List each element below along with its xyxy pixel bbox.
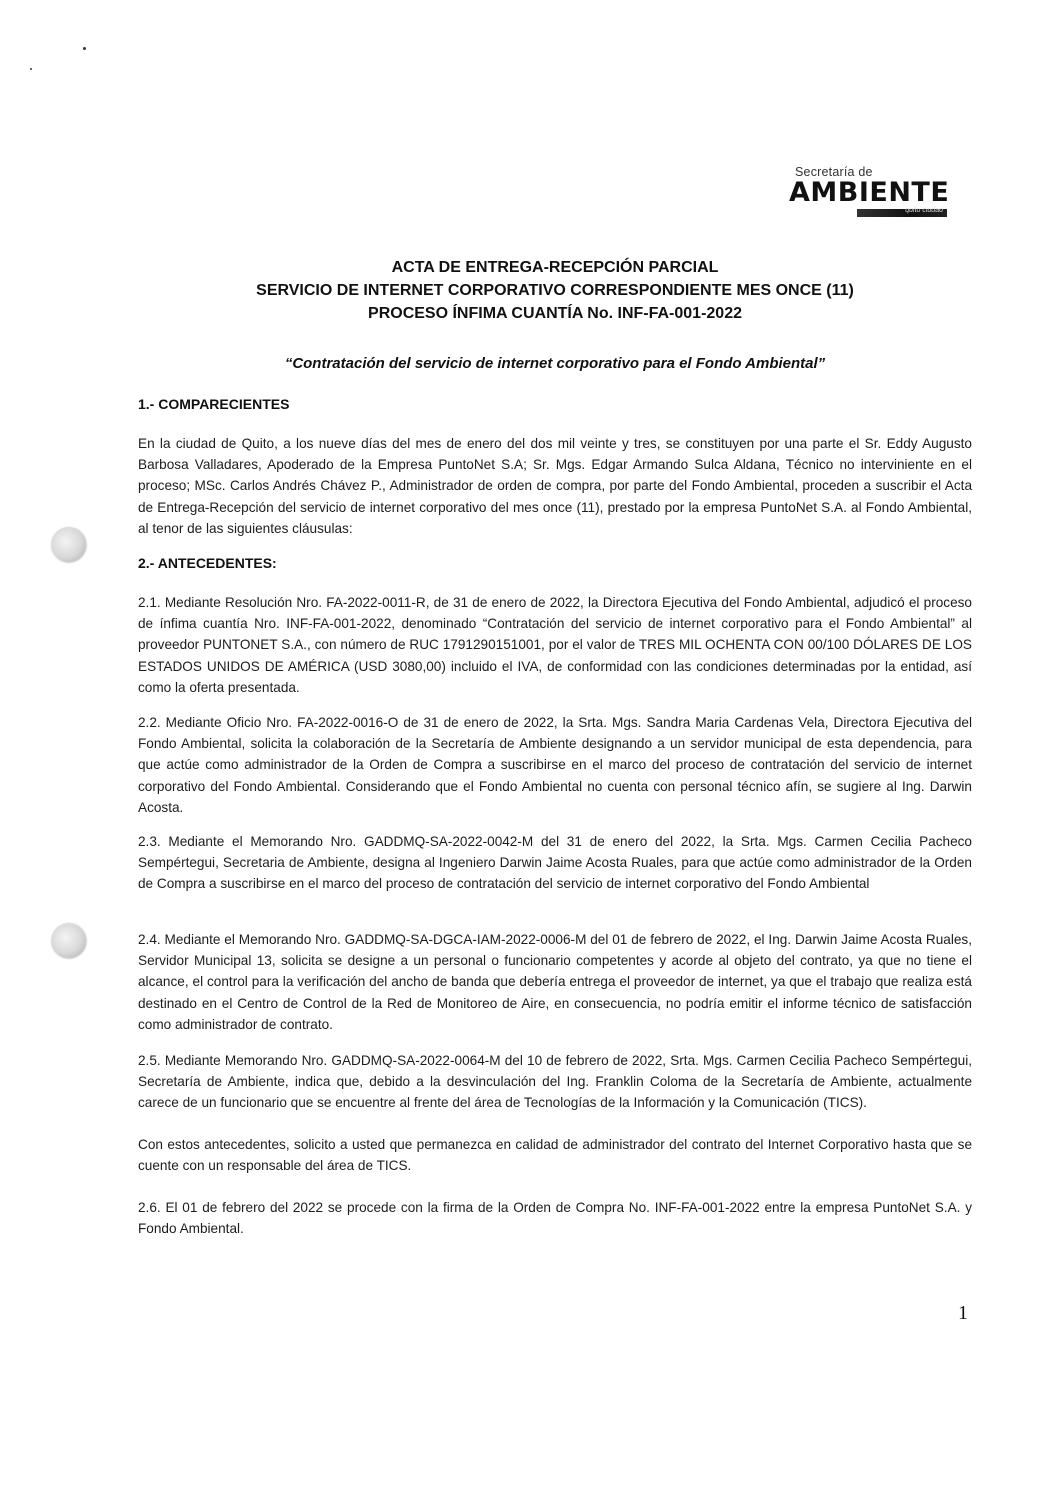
heading-antecedentes: 2.- ANTECEDENTES: xyxy=(138,555,277,571)
paragraph-comparecientes: En la ciudad de Quito, a los nueve días del mes de enero del dos mil veinte y tres, se constituyen por una parte el Sr. Eddy Augusto Barbosa Valladares, Apoderado de la Empresa PuntoNet S.A; Sr. Mgs. Edgar Armando Sulca Aldana, Técnico no interviniente en el proceso; MSc. Carlos Andrés Chávez P., Administrador de orden de compra, por parte del Fondo Ambiental, proceden a suscribir el Acta de Entrega-Recepción del servicio de internet corporativo del mes once (11), prestado por la empresa PuntoNet S.A. al Fondo Ambiental, al tenor de las siguientes cláusulas: xyxy=(138,436,972,536)
document-subtitle: “Contratación del servicio de internet corporativo para el Fondo Ambiental” xyxy=(284,355,826,372)
logo-tagline: quito ciudad xyxy=(905,207,943,214)
page-number: 1 xyxy=(958,1302,968,1324)
paragraph-2-3: 2.3. Mediante el Memorando Nro. GADDMQ-SA-2022-0042-M del 31 de enero del 2022, la Srta. Mgs. Carmen Cecilia Pacheco Sempértegui, Secretaria de Ambiente, designa al Ingeniero Darwin Jaime Acosta Ruales, para que actúe como administrador de la Orden de Compra a suscribirse en el marco del proceso de contratación del servicio de internet corporativo del Fondo Ambiental xyxy=(138,834,972,892)
scan-speck xyxy=(30,68,32,70)
paragraph-2-1: 2.1. Mediante Resolución Nro. FA-2022-0011-R, de 31 de enero de 2022, la Directora Ejecutiva del Fondo Ambiental, adjudicó el proceso de ínfima cuantía Nro. INF-FA-001-2022, denominado “Contratación del servicio de internet corporativo para el Fondo Ambiental” al proveedor PUNTONET S.A., con número de RUC 1791290151001, por el valor de TRES MIL OCHENTA CON 00/100 DÓLARES DE LOS ESTADOS UNIDOS DE AMÉRICA (USD 3080,00) incluido el IVA, de conformidad con las condiciones determinadas por la entidad, así como la oferta presentada. xyxy=(138,595,972,695)
title-line3: PROCESO ÍNFIMA CUANTÍA No. INF-FA-001-2022 xyxy=(368,305,742,322)
scan-speck xyxy=(83,47,86,50)
secretaria-ambiente-logo xyxy=(789,165,959,217)
paragraph-2-4: 2.4. Mediante el Memorando Nro. GADDMQ-SA-DGCA-IAM-2022-0006-M del 01 de febrero de 2022, el Ing. Darwin Jaime Acosta Ruales, Servidor Municipal 13, solicita se designe a un personal o funcionario competentes y acorde al objeto del contrato, ya que no tiene el alcance, el control para la verificación del ancho de banda que debería entrega el proveedor de internet, ya que el trabajo que realiza está destinado en el Centro de Control de la Red de Monitoreo de Aire, en consecuencia, no podría emitir el informe técnico de satisfacción como administrador de contrato. xyxy=(138,932,972,1032)
paragraph-2-2: 2.2. Mediante Oficio Nro. FA-2022-0016-O de 31 de enero de 2022, la Srta. Mgs. Sandra Maria Cardenas Vela, Directora Ejecutiva del Fondo Ambiental, solicita la colaboración de la Secretaría de Ambiente designando a un servidor municipal de esta dependencia, para que actúe como administrador de la Orden de Compra a suscribirse en el marco del proceso de contratación del servicio de internet corporativo del Fondo Ambiental. Considerando que el Fondo Ambiental no cuenta con personal técnico afín, se sugiere al Ing. Darwin Acosta. xyxy=(138,715,972,815)
title-line1: ACTA DE ENTREGA-RECEPCIÓN PARCIAL xyxy=(391,259,719,276)
heading-comparecientes: 1.- COMPARECIENTES xyxy=(138,396,290,412)
title-line2: SERVICIO DE INTERNET CORPORATIVO CORRESPONDIENTE MES ONCE (11) xyxy=(256,282,854,299)
punch-hole xyxy=(52,924,86,958)
logo-line1: Secretaría de xyxy=(795,165,873,179)
punch-hole xyxy=(52,528,86,562)
document-title xyxy=(138,256,972,325)
paragraph-2-6: 2.6. El 01 de febrero del 2022 se procede con la firma de la Orden de Compra No. INF-FA-001-2022 entre la empresa PuntoNet S.A. y Fondo Ambiental. xyxy=(138,1200,972,1237)
paragraph-2-5: 2.5. Mediante Memorando Nro. GADDMQ-SA-2022-0064-M del 10 de febrero de 2022, Srta. Mgs. Carmen Cecilia Pacheco Sempértegui, Secretaría de Ambiente, indica que, debido a la desvinculación del Ing. Franklin Coloma de la Secretaría de Ambiente, actualmente carece de un funcionario que se encuentre al frente del área de Tecnologías de la Información y la Comunicación (TICS). xyxy=(138,1053,972,1111)
logo-line2: AMBIENTE xyxy=(789,177,950,208)
logo-bar xyxy=(857,209,947,217)
paragraph-2-5-continued: Con estos antecedentes, solicito a usted que permanezca en calidad de administrador del contrato del Internet Corporativo hasta que se cuente con un responsable del área de TICS. xyxy=(138,1137,972,1174)
